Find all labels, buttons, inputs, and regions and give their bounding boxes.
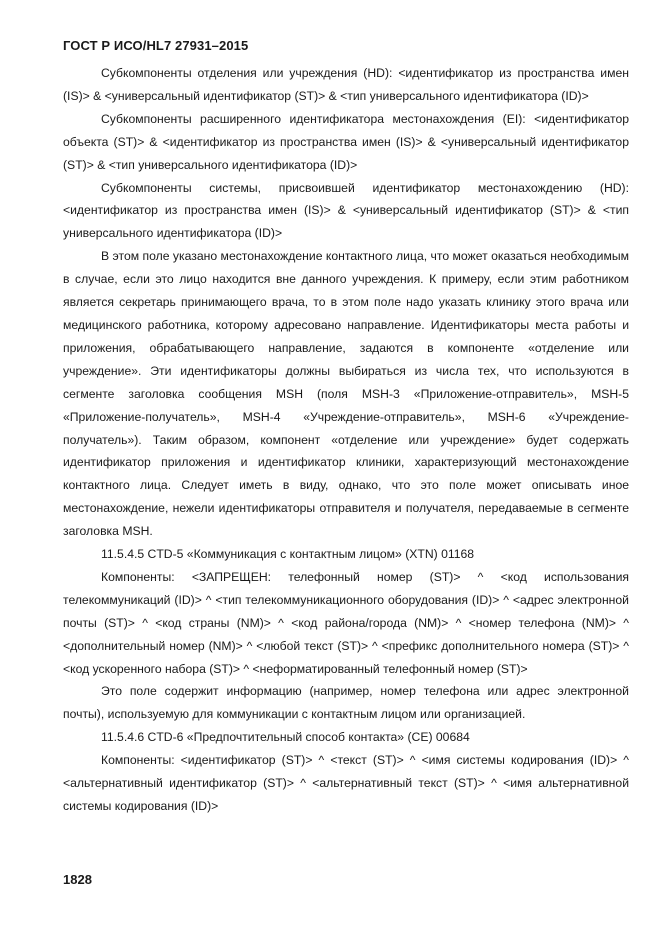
paragraph-ctd-6-components: Компоненты: <идентификатор (ST)> ^ <текст (ST)> ^ <имя системы кодирования (ID)> ^ <альтернативный идентификатор (ST)> ^ <альтернативный текст (ST)> ^ <имя альтернативной системы кодирования (ID)> bbox=[63, 753, 629, 813]
paragraph-ctd-5-components: Компоненты: <ЗАПРЕЩЕН: телефонный номер (ST)> ^ <код использования телекоммуникаций (ID)> ^ <тип телекоммуникационного оборудования (ID)> ^ <адрес электронной почты (ST)> ^ <код страны (NM)> ^ <код района/города (NM)> ^ <номер телефона (NM)> ^ <дополнительный номер (NM)> ^ <любой текст (ST)> ^ <префикс дополнительного номера (ST)> ^ <код ускоренного набора (ST)> ^ <неформатированный телефонный номер (ST)> bbox=[63, 569, 629, 676]
paragraph-hd-subcomponents: Субкомпоненты отделения или учреждения (HD): <идентификатор из пространства имен (IS)> & <универсальный идентификатор (ST)> & <тип универсального идентификатора (ID)> bbox=[63, 66, 629, 103]
document-header: ГОСТ Р ИСО/HL7 27931–2015 bbox=[63, 38, 249, 53]
paragraph-location-description: В этом поле указано местонахождение контактного лица, что может оказаться необходимым в случае, если это лицо находится вне данного учреждения. К примеру, если этим работником является секретарь принимающего врача, то в этом поле надо указать клинику этого врача или медицинского работника, которому адресовано направление. Идентификаторы места работы и приложения, обрабатывающего направление, задаются в компоненте «отделение или учреждение». Эти идентификаторы должны выбираться из числа тех, что используются в сегменте заголовка сообщения MSH (поля MSH-3 «Приложение-отправитель», MSH-5 «Приложение-получатель», MSH-4 «Учреждение-отправитель», MSH-6 «Учреждение-получатель»). Таким образом, компонент «отделение или учреждение» будет содержать идентификатор приложения и идентификатор клиники, характеризующий местонахождение контактного лица. Следует иметь в виду, однако, что это поле может описывать иное местонахождение, нежели идентификаторы отправителя и получателя, передаваемые в сегменте заголовка MSH. bbox=[63, 249, 629, 539]
section-heading-ctd-5: 11.5.4.5 CTD-5 «Коммуникация с контактным лицом» (XTN) 01168 bbox=[101, 547, 475, 562]
paragraph-ei-subcomponents: Субкомпоненты расширенного идентификатора местонахождения (EI): <идентификатор объекта (ST)> & <идентификатор из пространства имен (IS)> & <универсальный идентификатор (ST)> & <тип универсального идентификатора (ID)> bbox=[63, 111, 629, 172]
paragraph-assigning-system-subcomponents: Субкомпоненты системы, присвоившей идентификатор местонахождению (HD): <идентификатор из пространства имен (IS)> & <универсальный идентификатор (ST)> & <тип универсального идентификатора (ID)> bbox=[63, 180, 629, 241]
paragraph-ctd-5-description: Это поле содержит информацию (например, номер телефона или адрес электронной почты), используемую для коммуникации с контактным лицом или организацией. bbox=[63, 684, 629, 722]
document-body bbox=[63, 62, 629, 818]
page-number: 1828 bbox=[63, 872, 92, 887]
section-heading-ctd-6: 11.5.4.6 CTD-6 «Предпочтительный способ контакта» (CE) 00684 bbox=[101, 730, 470, 745]
